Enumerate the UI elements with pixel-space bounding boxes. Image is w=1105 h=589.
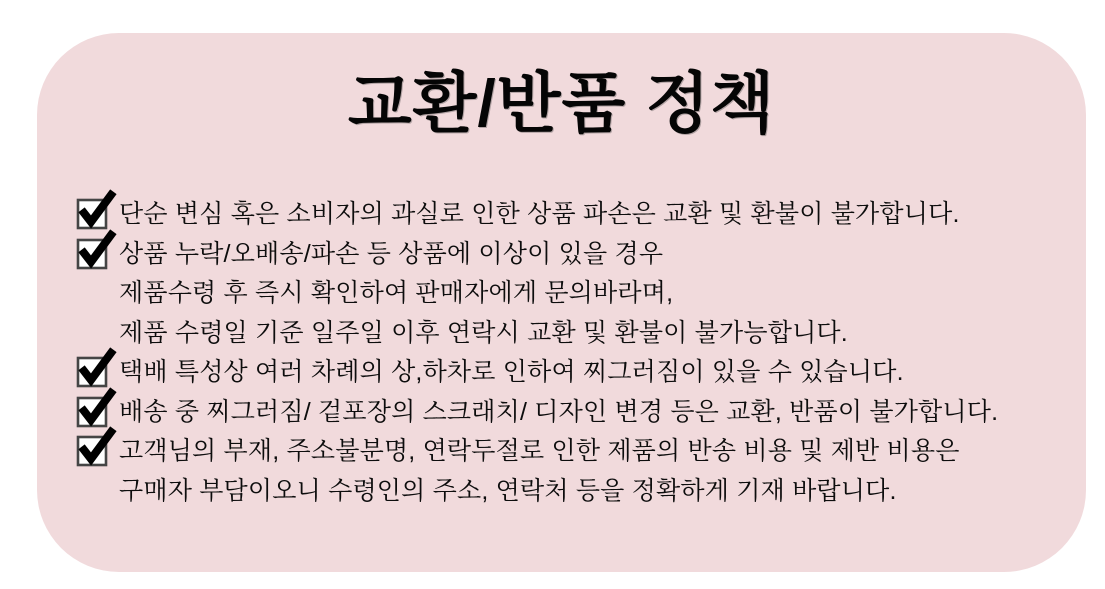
page-title: 교환/반품 정책 — [347, 66, 776, 140]
policy-item-text — [119, 353, 1056, 393]
policy-card — [37, 33, 1086, 572]
policy-line: 택배 특성상 여러 차례의 상,하차로 인하여 찌그러짐이 있을 수 있습니다. — [119, 358, 904, 386]
policy-line: 제품 수령일 기준 일주일 이후 연락시 교환 및 환불이 불가능합니다. — [119, 318, 848, 347]
policy-item — [75, 353, 1056, 393]
policy-item — [75, 393, 1056, 433]
policy-item-text — [119, 195, 1056, 235]
policy-item — [75, 235, 1056, 354]
policy-line: 제품수령 후 즉시 확인하여 판매자에게 문의바라며, — [119, 279, 674, 307]
policy-item-text — [119, 235, 1056, 354]
policy-item — [75, 195, 1056, 235]
policy-line: 고객님의 부재, 주소불분명, 연락두절로 인한 제품의 반송 비용 및 제반 비용은 — [119, 437, 960, 465]
checked-checkbox-icon — [75, 195, 119, 234]
checked-checkbox-icon — [75, 432, 119, 471]
policy-item-text — [119, 393, 1056, 433]
policy-line: 배송 중 찌그러짐/ 겉포장의 스크래치/ 디자인 변경 등은 교환, 반품이 불가합니다. — [119, 397, 999, 426]
policy-line: 상품 누락/오배송/파손 등 상품에 이상이 있을 경우 — [119, 239, 664, 268]
policy-list — [37, 195, 1086, 511]
policy-item-text — [119, 432, 1056, 511]
checked-checkbox-icon — [75, 353, 119, 392]
policy-line: 구매자 부담이오니 수령인의 주소, 연락처 등을 정확하게 기재 바랍니다. — [119, 476, 897, 505]
policy-item — [75, 432, 1056, 511]
checked-checkbox-icon — [75, 393, 119, 432]
policy-line: 단순 변심 혹은 소비자의 과실로 인한 상품 파손은 교환 및 환불이 불가합니다. — [119, 200, 960, 228]
checked-checkbox-icon — [75, 235, 119, 274]
